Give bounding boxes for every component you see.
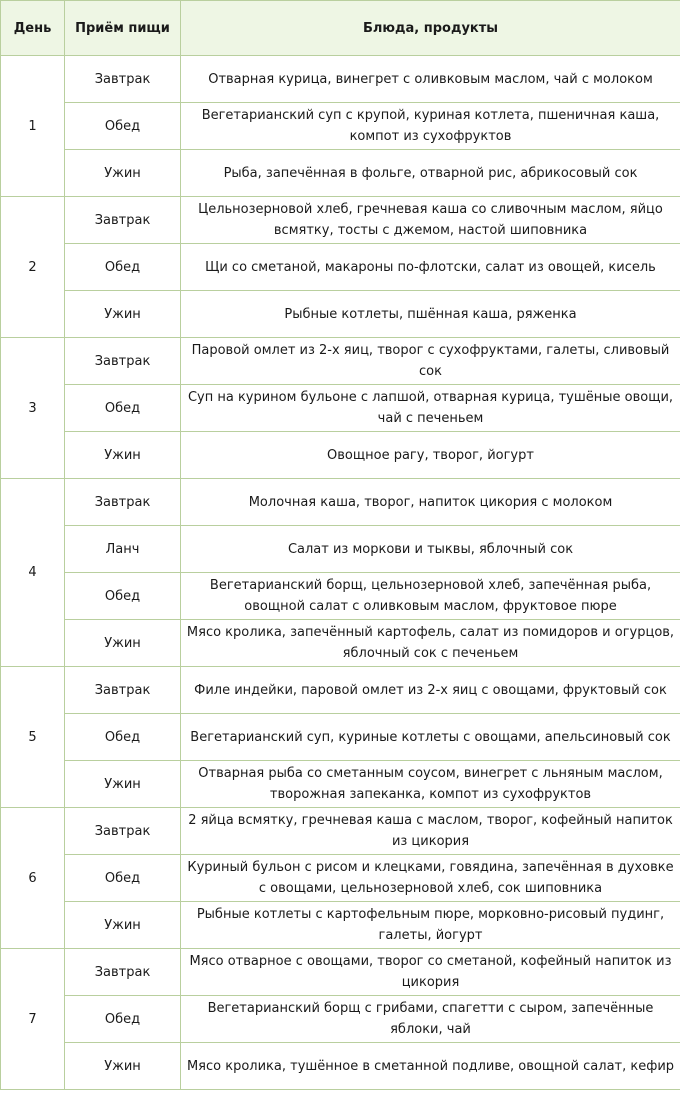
meal-name-cell: Ужин	[65, 150, 181, 197]
dishes-cell: Овощное рагу, творог, йогурт	[181, 432, 680, 479]
dishes-cell: Отварная рыба со сметанным соусом, винегрет с льняным маслом, творожная запеканка, компот из сухофруктов	[181, 761, 680, 808]
dishes-cell: Вегетарианский борщ с грибами, спагетти с сыром, запечённые яблоки, чай	[181, 996, 680, 1043]
table-row	[1, 855, 680, 902]
meal-name-cell: Ужин	[65, 620, 181, 667]
meal-name-cell: Ужин	[65, 902, 181, 949]
meal-name-cell: Ужин	[65, 291, 181, 338]
table-row	[1, 761, 680, 808]
meal-name-cell: Ужин	[65, 761, 181, 808]
day-number-cell: 2	[1, 197, 65, 338]
dishes-cell: Вегетарианский суп, куриные котлеты с овощами, апельсиновый сок	[181, 714, 680, 761]
header-meal: Приём пищи	[65, 1, 181, 56]
meal-name-cell: Обед	[65, 244, 181, 291]
dishes-cell: Отварная курица, винегрет с оливковым маслом, чай с молоком	[181, 56, 680, 103]
table-row	[1, 244, 680, 291]
day-number-cell: 6	[1, 808, 65, 949]
dishes-cell: Рыбные котлеты с картофельным пюре, морковно-рисовый пудинг, галеты, йогурт	[181, 902, 680, 949]
table-row	[1, 197, 680, 244]
day-number-cell: 7	[1, 949, 65, 1090]
table-row	[1, 667, 680, 714]
meal-name-cell: Завтрак	[65, 56, 181, 103]
meal-name-cell: Обед	[65, 996, 181, 1043]
dishes-cell: 2 яйца всмятку, гречневая каша с маслом, творог, кофейный напиток из цикория	[181, 808, 680, 855]
day-number-cell: 4	[1, 479, 65, 667]
table-row	[1, 338, 680, 385]
table-row	[1, 902, 680, 949]
dishes-cell: Вегетарианский суп с крупой, куриная котлета, пшеничная каша, компот из сухофруктов	[181, 103, 680, 150]
meal-name-cell: Ланч	[65, 526, 181, 573]
meal-name-cell: Ужин	[65, 432, 181, 479]
dishes-cell: Паровой омлет из 2-х яиц, творог с сухофруктами, галеты, сливовый сок	[181, 338, 680, 385]
dishes-cell: Мясо кролика, запечённый картофель, салат из помидоров и огурцов, яблочный сок с печеньем	[181, 620, 680, 667]
dishes-cell: Мясо отварное с овощами, творог со сметаной, кофейный напиток из цикория	[181, 949, 680, 996]
dishes-cell: Цельнозерновой хлеб, гречневая каша со сливочным маслом, яйцо всмятку, тосты с джемом, настой шиповника	[181, 197, 680, 244]
table-row	[1, 150, 680, 197]
dishes-cell: Молочная каша, творог, напиток цикория с молоком	[181, 479, 680, 526]
table-row	[1, 526, 680, 573]
meal-name-cell: Ужин	[65, 1043, 181, 1090]
day-number-cell: 1	[1, 56, 65, 197]
day-number-cell: 3	[1, 338, 65, 479]
dishes-cell: Суп на курином бульоне с лапшой, отварная курица, тушёные овощи, чай с печеньем	[181, 385, 680, 432]
meal-name-cell: Обед	[65, 385, 181, 432]
table-row	[1, 291, 680, 338]
meal-name-cell: Обед	[65, 573, 181, 620]
table-row	[1, 479, 680, 526]
dishes-cell: Рыба, запечённая в фольге, отварной рис, абрикосовый сок	[181, 150, 680, 197]
table-row	[1, 620, 680, 667]
meal-name-cell: Завтрак	[65, 808, 181, 855]
table-row	[1, 808, 680, 855]
table-row	[1, 432, 680, 479]
meal-name-cell: Обед	[65, 714, 181, 761]
meal-name-cell: Завтрак	[65, 338, 181, 385]
table-body	[1, 56, 680, 1090]
meal-name-cell: Завтрак	[65, 479, 181, 526]
meal-name-cell: Завтрак	[65, 949, 181, 996]
table-row	[1, 949, 680, 996]
table-row	[1, 385, 680, 432]
dishes-cell: Филе индейки, паровой омлет из 2-х яиц с овощами, фруктовый сок	[181, 667, 680, 714]
table-header-row	[1, 1, 680, 56]
meal-name-cell: Обед	[65, 103, 181, 150]
dishes-cell: Щи со сметаной, макароны по-флотски, салат из овощей, кисель	[181, 244, 680, 291]
table-row	[1, 714, 680, 761]
dishes-cell: Куриный бульон с рисом и клецками, говядина, запечённая в духовке с овощами, цельнозерновой хлеб, сок шиповника	[181, 855, 680, 902]
table-row	[1, 1043, 680, 1090]
table-row	[1, 56, 680, 103]
day-number-cell: 5	[1, 667, 65, 808]
dishes-cell: Вегетарианский борщ, цельнозерновой хлеб, запечённая рыба, овощной салат с оливковым маслом, фруктовое пюре	[181, 573, 680, 620]
header-day: День	[1, 1, 65, 56]
table-row	[1, 103, 680, 150]
meal-name-cell: Завтрак	[65, 197, 181, 244]
meal-name-cell: Обед	[65, 855, 181, 902]
header-dishes: Блюда, продукты	[181, 1, 680, 56]
dishes-cell: Салат из моркови и тыквы, яблочный сок	[181, 526, 680, 573]
table-row	[1, 996, 680, 1043]
dishes-cell: Рыбные котлеты, пшённая каша, ряженка	[181, 291, 680, 338]
table-row	[1, 573, 680, 620]
meal-name-cell: Завтрак	[65, 667, 181, 714]
dishes-cell: Мясо кролика, тушённое в сметанной подливе, овощной салат, кефир	[181, 1043, 680, 1090]
